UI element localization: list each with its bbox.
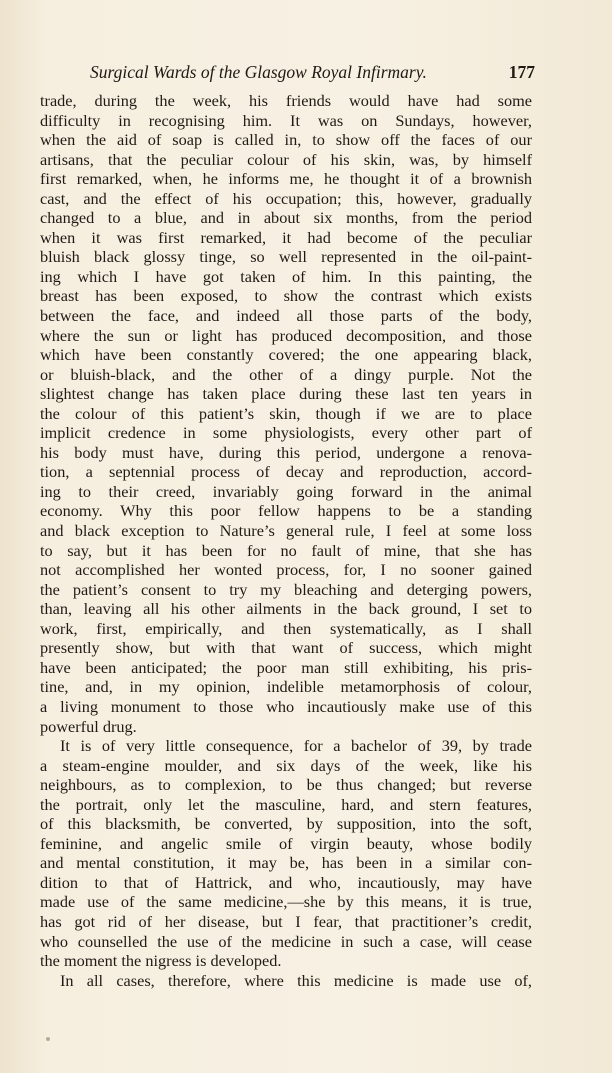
text-line: the moment the nigress is developed. bbox=[40, 951, 282, 971]
text-line: artisans, that the peculiar colour of his skin, was, by himself bbox=[40, 149, 532, 169]
text-line: when the aid of soap is called in, to show off the faces of our bbox=[40, 130, 532, 150]
paragraph bbox=[40, 736, 532, 971]
text-line: than, leaving all his other ailments in the back ground, I set to bbox=[40, 599, 532, 619]
text-line: tine, and, in my opinion, indelible metamorphosis of colour, bbox=[40, 677, 532, 697]
text-line: which have been constantly covered; the one appearing black, bbox=[40, 345, 532, 365]
text-line: and mental constitution, it may be, has been in a similar con- bbox=[40, 853, 532, 873]
text-line: the portrait, only let the masculine, hard, and stern features, bbox=[40, 794, 532, 814]
text-line: economy. Why this poor fellow happens to be a standing bbox=[40, 501, 532, 521]
paragraph bbox=[40, 91, 532, 736]
paragraph bbox=[40, 971, 532, 991]
text-line: ing which I have got taken of him. In this painting, the bbox=[40, 266, 532, 286]
text-line: changed to a blue, and in about six months, from the period bbox=[40, 208, 532, 228]
text-line: presently show, but with that want of success, which might bbox=[40, 638, 532, 658]
text-line: difficulty in recognising him. It was on Sundays, however, bbox=[40, 110, 532, 130]
text-line: and black exception to Nature’s general rule, I feel at some loss bbox=[40, 521, 532, 541]
text-line: bluish black glossy tinge, so well represented in the oil-paint- bbox=[40, 247, 532, 267]
text-line: neighbours, as to complexion, to be thus changed; but reverse bbox=[40, 775, 532, 795]
text-line: when it was first remarked, it had become of the peculiar bbox=[40, 227, 532, 247]
text-line: powerful drug. bbox=[40, 716, 137, 736]
text-line: not accomplished her wonted process, for, I no sooner gained bbox=[40, 560, 532, 580]
text-line: have been anticipated; the poor man still exhibiting, his pris- bbox=[40, 657, 532, 677]
text-line: a steam-engine moulder, and six days of the week, like his bbox=[40, 755, 532, 775]
text-line: feminine, and angelic smile of virgin beauty, whose bodily bbox=[40, 833, 532, 853]
text-line: implicit credence in some physiologists, every other part of bbox=[40, 423, 532, 443]
text-line: In all cases, therefore, where this medicine is made use of, bbox=[60, 970, 532, 990]
running-title: Surgical Wards of the Glasgow Royal Infirmary. bbox=[90, 62, 427, 82]
text-line: ing to their creed, invariably going forward in the animal bbox=[40, 481, 532, 501]
text-line: slightest change has taken place during these last ten years in bbox=[40, 384, 532, 404]
text-line: who counselled the use of the medicine in such a case, will cease bbox=[40, 931, 532, 951]
text-line: has got rid of her disease, but I fear, that practitioner’s credit, bbox=[40, 911, 532, 931]
text-line: first remarked, when, he informs me, he thought it of a brownish bbox=[40, 169, 532, 189]
text-line: cast, and the effect of his occupation; this, however, gradually bbox=[40, 188, 532, 208]
text-line: tion, a septennial process of decay and reproduction, accord- bbox=[40, 462, 532, 482]
text-line: to say, but it has been for no fault of mine, that she has bbox=[40, 540, 532, 560]
text-line: his body must have, during this period, undergone a renova- bbox=[40, 442, 532, 462]
text-line: or bluish-black, and the other of a dingy purple. Not the bbox=[40, 364, 532, 384]
text-line: trade, during the week, his friends would have had some bbox=[40, 91, 532, 110]
ink-speck bbox=[46, 1037, 50, 1041]
text-line: a living monument to those who incautiously make use of this bbox=[40, 696, 532, 716]
text-line: between the face, and indeed all those parts of the body, bbox=[40, 306, 532, 326]
text-line: work, first, empirically, and then systematically, as I shall bbox=[40, 618, 532, 638]
text-line: dition to that of Hattrick, and who, incautiously, may have bbox=[40, 872, 532, 892]
text-line: breast has been exposed, to show the contrast which exists bbox=[40, 286, 532, 306]
text-line: where the sun or light has produced decomposition, and those bbox=[40, 325, 532, 345]
text-line: the patient’s consent to try my bleaching and deterging powers, bbox=[40, 579, 532, 599]
page-header bbox=[90, 60, 535, 84]
text-line: It is of very little consequence, for a bachelor of 39, by trade bbox=[60, 736, 532, 756]
text-line: of this blacksmith, be converted, by supposition, into the soft, bbox=[40, 814, 532, 834]
text-line: the colour of this patient’s skin, though if we are to place bbox=[40, 403, 532, 423]
text-line: made use of the same medicine,—she by this means, it is true, bbox=[40, 892, 532, 912]
body-text bbox=[40, 91, 532, 990]
page-number: 177 bbox=[508, 62, 535, 82]
